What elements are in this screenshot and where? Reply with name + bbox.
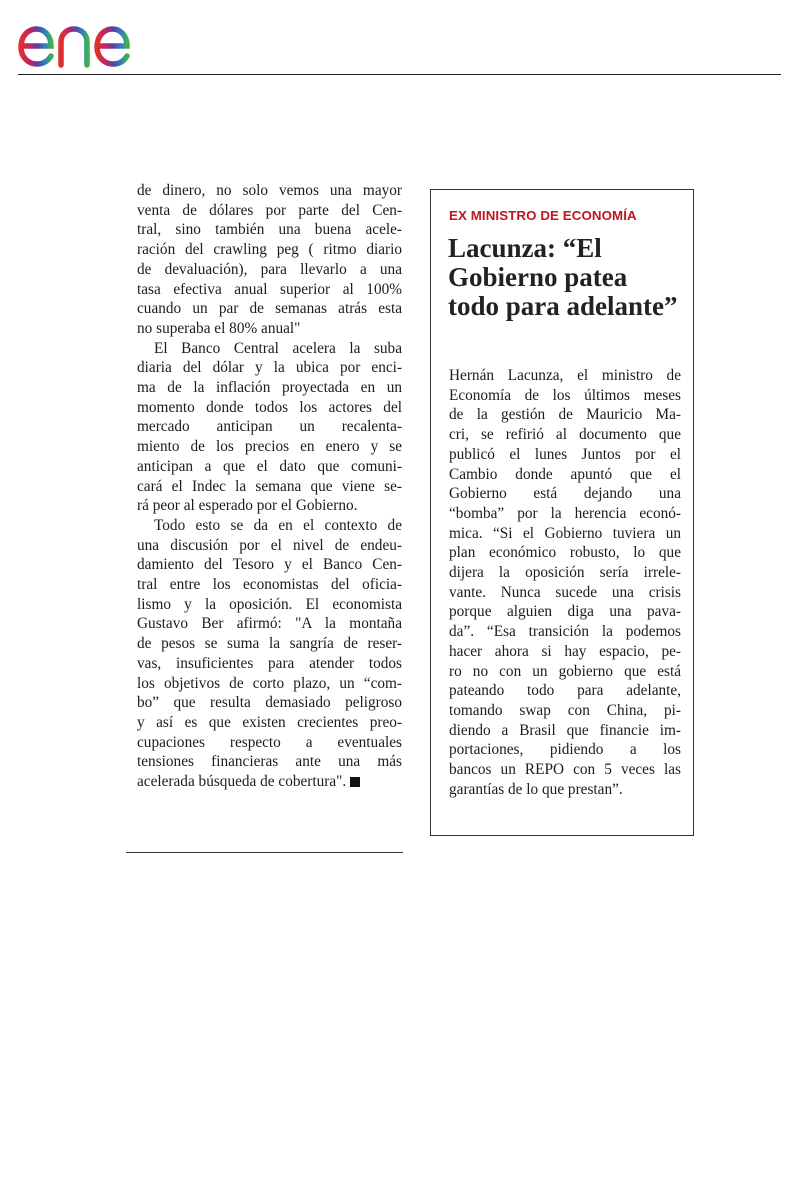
- text-line: portaciones, pidiendo a los: [449, 741, 681, 759]
- text-line: [137, 772, 402, 792]
- text-line: miento de los precios en enero y se: [137, 438, 402, 456]
- text-line: cupaciones respecto a eventuales: [137, 733, 402, 751]
- text-line: garantías de lo que prestan”.: [449, 780, 623, 798]
- text-line: tomando swap con China, pi-: [449, 701, 681, 719]
- article-left-column: [137, 181, 402, 792]
- text-line: ro no con un gobierno que está: [449, 662, 681, 680]
- headline-line: Lacunza: “El: [448, 233, 602, 263]
- text-line: los objetivos de corto plazo, un “com-: [137, 674, 402, 692]
- text-line: momento donde todos los actores del: [137, 398, 402, 416]
- text-line: “bomba” por la herencia econó-: [449, 504, 681, 522]
- text-line: Gustavo Ber afirmó: "A la montaña: [137, 615, 402, 633]
- text-line: ma de la inflación proyectada en un: [137, 379, 402, 397]
- sidebar-kicker: EX MINISTRO DE ECONOMÍA: [449, 208, 637, 223]
- text-line: damiento del Tesoro y el Banco Cen-: [137, 556, 402, 574]
- text-line: bancos un REPO con 5 veces las: [449, 761, 681, 779]
- text-line: cri, se refirió al documento que: [449, 426, 681, 444]
- text-line: Gobierno está dejando una: [449, 485, 681, 503]
- text-line: tral entre los economistas del oficia-: [137, 576, 402, 594]
- text-line: dijera la oposición sería irrele-: [449, 564, 681, 582]
- text-line: Todo esto se da en el contexto de: [154, 516, 402, 534]
- text-line: Economía de los últimos meses: [449, 386, 681, 404]
- text-line-content: acelerada búsqueda de cobertura".: [137, 773, 347, 791]
- headline-line: Gobierno patea: [448, 262, 628, 292]
- text-line: de la gestión de Mauricio Ma-: [449, 406, 681, 424]
- text-line: diendo a Brasil que financie im-: [449, 721, 681, 739]
- text-line: publicó el lunes Juntos por el: [449, 445, 681, 463]
- headline-line: todo para adelante”: [448, 291, 678, 321]
- header-divider: [18, 74, 781, 75]
- text-line: anticipan a que el dato que comuni-: [137, 457, 402, 475]
- end-of-article-mark: [350, 777, 360, 787]
- text-line: de pesos se suma la sangría de reser-: [137, 635, 402, 653]
- paragraph-2: [137, 339, 402, 516]
- text-line: Hernán Lacunza, el ministro de: [449, 367, 681, 384]
- text-line: ración del crawling peg ( ritmo diario: [137, 241, 402, 259]
- sidebar-body: [449, 366, 681, 799]
- text-line: da”. “Esa transición la podemos: [449, 623, 681, 641]
- sidebar-box: [430, 189, 694, 836]
- text-line: El Banco Central acelera la suba: [154, 339, 402, 357]
- text-line: Cambio donde apuntó que el: [449, 465, 681, 483]
- text-line: no superaba el 80% anual": [137, 319, 301, 337]
- text-line: cuando un par de semanas atrás esta: [137, 300, 402, 318]
- text-line: plan económico robusto, lo que: [449, 544, 681, 562]
- paragraph-1: [137, 181, 402, 339]
- text-line: vante. Nunca sucede una crisis: [449, 583, 681, 601]
- text-line: mercado anticipan un recalenta-: [137, 418, 402, 436]
- text-line: tral, sino también una buena acele-: [137, 221, 402, 239]
- text-line: pateando todo para adelante,: [449, 682, 681, 700]
- text-line: mica. “Si el Gobierno tuviera un: [449, 524, 681, 542]
- text-line: de dinero, no solo vemos una mayor: [137, 182, 402, 199]
- text-line: cará el Indec la semana que viene se-: [137, 477, 402, 495]
- text-line: y así es que existen crecientes preo-: [137, 713, 402, 731]
- text-line: porque alguien diga una pava-: [449, 603, 681, 621]
- text-line: vas, insuficientes para atender todos: [137, 654, 402, 672]
- enel-logo: [18, 5, 183, 69]
- text-line: bo” que resulta demasiado peligroso: [137, 694, 402, 712]
- text-line: hacer ahora si hay espacio, pe-: [449, 642, 681, 660]
- text-line: tensiones financieras ante una más: [137, 753, 402, 771]
- text-line: tasa efectiva anual superior al 100%: [137, 280, 402, 298]
- column-bottom-divider: [126, 852, 403, 853]
- sidebar-headline: [448, 234, 688, 321]
- paragraph-3: [137, 516, 402, 792]
- text-line: venta de dólares por parte del Cen-: [137, 201, 402, 219]
- text-line: rá peor al esperado por el Gobierno.: [137, 497, 358, 515]
- text-line: diaria del dólar y la ubica por enci-: [137, 359, 402, 377]
- text-line: una discusión por el nivel de endeu-: [137, 536, 402, 554]
- text-line: lismo y la oposición. El economista: [137, 595, 402, 613]
- text-line: de devaluación), para llevarlo a una: [137, 260, 402, 278]
